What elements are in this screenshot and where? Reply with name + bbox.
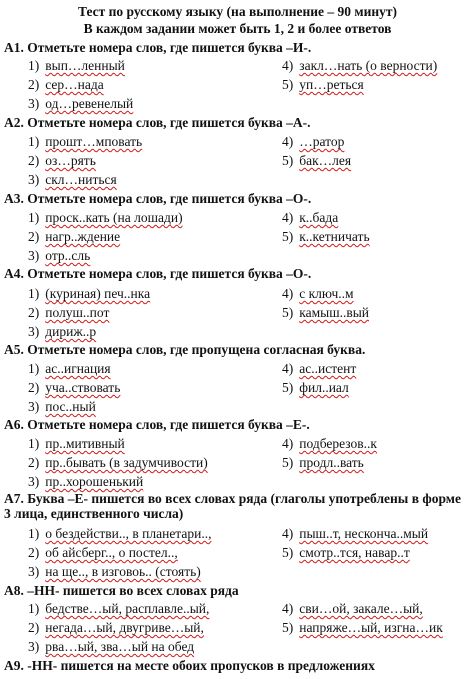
option-text: (куриная) печ..нка	[45, 286, 151, 301]
option-number: 2)	[28, 77, 40, 92]
question-a4-heading: А4. Отметьте номера слов, где пишется буква –О-.	[4, 266, 312, 281]
a2-option-4[interactable]	[282, 134, 344, 150]
option-number: 3)	[28, 172, 40, 187]
a8-option-5[interactable]	[282, 620, 443, 636]
option-text: к..бада	[299, 210, 339, 225]
option-text: нагр..ждение	[45, 229, 121, 244]
a3-option-4[interactable]	[282, 210, 338, 226]
option-number: 5)	[282, 380, 294, 395]
option-number: 4)	[282, 361, 294, 376]
a5-option-3[interactable]	[28, 399, 96, 415]
option-number: 2)	[28, 229, 40, 244]
option-text: скл…ниться	[45, 172, 117, 187]
option-text: на ще.., в изговоь.. (стоять)	[45, 564, 201, 579]
option-number: 3)	[28, 248, 40, 263]
option-text: ас..истент	[299, 361, 357, 376]
a3-option-3[interactable]	[28, 248, 90, 264]
option-number: 2)	[28, 305, 40, 320]
option-number: 1)	[28, 361, 40, 376]
option-number: 3)	[28, 474, 40, 489]
a1-option-5[interactable]	[282, 77, 364, 93]
a2-option-1[interactable]	[28, 134, 142, 150]
option-number: 1)	[28, 210, 40, 225]
option-text: бак…лея	[299, 153, 352, 168]
option-number: 2)	[28, 620, 40, 635]
a6-option-5[interactable]	[282, 455, 364, 471]
question-a3-heading: А3. Отметьте номера слов, где пишется буква –О-.	[4, 191, 312, 206]
option-number: 5)	[282, 545, 294, 560]
option-number: 5)	[282, 153, 294, 168]
a3-option-2[interactable]	[28, 229, 120, 245]
a8-option-1[interactable]	[28, 601, 209, 617]
question-a2-heading: А2. Отметьте номера слов, где пишется буква –А-.	[4, 115, 311, 130]
option-text: к..кетничать	[299, 229, 370, 244]
option-number: 3)	[28, 399, 40, 414]
option-number: 3)	[28, 564, 40, 579]
option-text: проск..кать (на лошади)	[45, 210, 183, 225]
option-text: ас..игнация	[45, 361, 111, 376]
a6-option-3[interactable]	[28, 474, 143, 490]
question-a8-heading: А8. –НН- пишется во всех словах ряда	[4, 583, 239, 598]
option-number: 1)	[28, 286, 40, 301]
option-text: камыш..вый	[299, 305, 370, 320]
a4-option-4[interactable]	[282, 286, 354, 302]
option-number: 3)	[28, 324, 40, 339]
question-a1-heading: А1. Отметьте номера слов, где пишется буква –И-.	[4, 40, 312, 55]
a1-option-4[interactable]	[282, 58, 437, 74]
a7-option-4[interactable]	[282, 526, 428, 542]
a4-option-5[interactable]	[282, 305, 369, 321]
option-number: 5)	[282, 229, 294, 244]
a7-option-3[interactable]	[28, 564, 201, 580]
option-text: о бездействи.., в планетари..,	[45, 526, 212, 541]
option-text: напряже…ый, изгна…ик	[299, 620, 443, 635]
option-text: полуш..пот	[45, 305, 110, 320]
a5-option-2[interactable]	[28, 380, 120, 396]
option-text: уп…реться	[299, 77, 364, 92]
option-number: 5)	[282, 455, 294, 470]
question-a5-heading: А5. Отметьте номера слов, где пропущена согласная буква.	[4, 342, 366, 357]
option-number: 2)	[28, 380, 40, 395]
option-text: смотр..тся, навар..т	[299, 545, 410, 560]
option-number: 4)	[282, 601, 294, 616]
option-number: 1)	[28, 526, 40, 541]
a2-option-3[interactable]	[28, 172, 117, 188]
option-text: с ключ..м	[299, 286, 354, 301]
option-number: 4)	[282, 210, 294, 225]
option-text: об айсберг.., о постел..,	[45, 545, 178, 560]
option-number: 1)	[28, 134, 40, 149]
option-text: закл…нать (о верности)	[299, 58, 438, 73]
option-text: фил..иал	[299, 380, 349, 395]
option-number: 4)	[282, 286, 294, 301]
option-text: вып…ленный	[45, 58, 125, 73]
option-text: пр..митивный	[45, 436, 125, 451]
option-text: пр..хорошенький	[45, 474, 144, 489]
a7-option-2[interactable]	[28, 545, 178, 561]
option-number: 4)	[282, 526, 294, 541]
option-text: сви…ой, закале…ый,	[299, 601, 423, 616]
option-number: 3)	[28, 639, 40, 654]
option-text: бедстве…ый, расплавле..ый,	[45, 601, 210, 616]
option-text: продл..вать	[299, 455, 364, 470]
option-number: 2)	[28, 153, 40, 168]
a4-option-3[interactable]	[28, 324, 96, 340]
a6-option-4[interactable]	[282, 436, 377, 452]
a7-option-1[interactable]	[28, 526, 211, 542]
a6-option-2[interactable]	[28, 455, 208, 471]
a6-option-1[interactable]	[28, 436, 125, 452]
option-number: 4)	[282, 436, 294, 451]
option-text: сер…нада	[45, 77, 104, 92]
a5-option-4[interactable]	[282, 361, 356, 377]
option-number: 1)	[28, 58, 40, 73]
option-text: оз…рять	[45, 153, 96, 168]
option-number: 5)	[282, 77, 294, 92]
option-number: 1)	[28, 601, 40, 616]
option-text: пыш..т, несконча..мый	[299, 526, 429, 541]
test-instructions: В каждом задании может быть 1, 2 и более ответов	[83, 21, 392, 36]
option-number: 5)	[282, 305, 294, 320]
option-text: пос..ный	[45, 399, 96, 414]
a1-option-1[interactable]	[28, 58, 125, 74]
a8-option-3[interactable]	[28, 639, 194, 655]
option-number: 4)	[282, 134, 294, 149]
a8-option-2[interactable]	[28, 620, 204, 636]
a8-option-4[interactable]	[282, 601, 423, 617]
option-text: подберезов..к	[299, 436, 377, 451]
option-text: од…ревенелый	[45, 96, 134, 111]
option-number: 2)	[28, 545, 40, 560]
question-a9-heading: А9. -НН- пишется на месте обоих пропусков в предложениях	[4, 658, 375, 673]
a5-option-5[interactable]	[282, 380, 349, 396]
a5-option-1[interactable]	[28, 361, 111, 377]
option-text: рва…ый, зва…ый на обед	[45, 639, 195, 654]
option-text: отр..сль	[45, 248, 91, 263]
option-text: прошт…мповать	[45, 134, 143, 149]
option-number: 1)	[28, 436, 40, 451]
option-text: пр..бывать (в задумчивости)	[45, 455, 208, 470]
a3-option-5[interactable]	[282, 229, 370, 245]
option-number: 5)	[282, 620, 294, 635]
a1-option-2[interactable]	[28, 77, 104, 93]
question-a6-heading: А6. Отметьте номера слов, где пишется буква –Е-.	[4, 417, 310, 432]
a4-option-2[interactable]	[28, 305, 109, 321]
option-number: 4)	[282, 58, 294, 73]
test-title: Тест по русскому языку (на выполнение – 90 минут)	[77, 4, 398, 19]
a4-option-1[interactable]	[28, 286, 150, 302]
option-text: уча..ствовать	[45, 380, 121, 395]
option-number: 2)	[28, 455, 40, 470]
a2-option-2[interactable]	[28, 153, 96, 169]
a3-option-1[interactable]	[28, 210, 183, 226]
option-number: 3)	[28, 96, 40, 111]
a1-option-3[interactable]	[28, 96, 133, 112]
option-text: …ратор	[299, 134, 345, 149]
a2-option-5[interactable]	[282, 153, 351, 169]
option-text: дириж..р	[45, 324, 97, 339]
option-text: негада…ый, двугриве…ый,	[45, 620, 204, 635]
a7-option-5[interactable]	[282, 545, 410, 561]
question-a7-heading: А7. Буква –Е- пишется во всех словах ряда (глаголы употреблены в форме 3 лица, единственного числа)	[4, 491, 461, 521]
